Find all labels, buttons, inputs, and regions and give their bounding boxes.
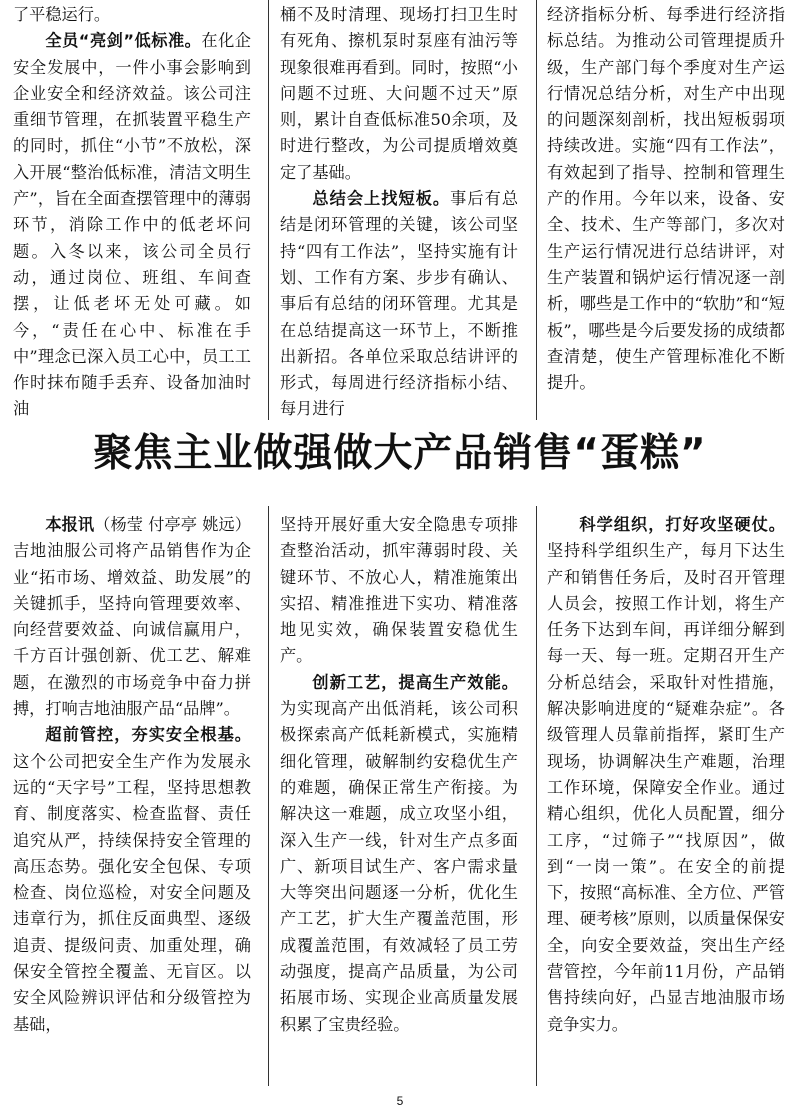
paragraph-text: 为实现高产出低消耗，该公司积极探索高产低耗新模式，实施精细化管理，破解制约安稳优生产的难题，确保正常生产衔接。为解决这一难题，成立攻坚小组，深入生产一线，针对生产点多面广、新项目试生产、客户需求量大等突出问题逐一分析，优化生产工艺，扩大生产覆盖范围，形成覆盖范围，有效减轻了员工劳动强度，提高产品质量，为公司拓展市场、实现企业高质量发展积累了宝贵经验。 xyxy=(280,699,518,1034)
paragraph-text: 事后有总结是闭环管理的关键，该公司坚持“四有工作法”，坚持实施有计划、工作有方案、步步有确认、事后有总结的闭环管理。尤其是在总结提高这一环节上，不断推出新招。各单位采取总结讲评的形式，每周进行经济指标小结、每月进行 xyxy=(280,189,519,419)
paragraph xyxy=(13,512,251,722)
top-column-2 xyxy=(280,2,518,420)
paragraph-text: 桶不及时清理、现场打扫卫生时有死角、擦机泵时泵座有油污等现象很难再看到。同时，按照“小问题不过班、大问题不过天”原则，累计自查低标准50余项，及时进行整改，为公司提质增效奠定了基础。 xyxy=(280,5,518,182)
paragraph-lead: 总结会上找短板。 xyxy=(312,189,451,209)
paragraph-text: 在化企安全发展中，一件小事会影响到企业安全和经济效益。该公司注重细节管理，在抓装置平稳生产的同时，抓住“小节”不放松，深入开展“整治低标准，清洁文明生产”，旨在全面查摆管理中的薄弱环节，消除工作中的低老坏问题。入冬以来，该公司全员行动，通过岗位、班组、车间查摆，让低老坏无处可藏。如今，“责任在心中、标准在手中”理念已深入员工心中，员工工作时抹布随手丢弃、设备加油时油 xyxy=(13,31,251,419)
column-divider xyxy=(536,0,537,420)
paragraph xyxy=(547,2,785,396)
article-column-1 xyxy=(13,512,251,1086)
paragraph xyxy=(280,186,518,423)
paragraph xyxy=(13,28,251,422)
paragraph-lead: 科学组织，打好攻坚硬仗。 xyxy=(579,515,785,534)
main-article xyxy=(0,506,800,1086)
paragraph-text: 坚持科学组织生产，每月下达生产和销售任务后，及时召开管理人员会，按照工作计划，将生产任务下达到车间，再详细分解到每一天、每一班。定期召开生产分析总结会，采取针对性措施，解决影响进度的“疑难杂症”。各级管理人员靠前指挥，紧盯生产现场，协调解决生产难题，治理工作环境，保障安全作业。通过精心组织，优化人员配置，细分工序，“过筛子”“找原因”，做到“一岗一策”。在安全的前提下，按照“高标准、全方位、严管理、硬考核”原则，以质量保保安全，向安全要效益，突出生产经营管控，今年前11月份，产品销售持续向好，凸显吉地油服市场竞争实力。 xyxy=(547,541,785,1034)
column-divider xyxy=(268,0,269,420)
top-column-1 xyxy=(13,2,251,420)
paragraph xyxy=(13,2,251,28)
article-column-2 xyxy=(280,512,518,1086)
paragraph xyxy=(280,512,518,670)
page-number: 5 xyxy=(396,1094,404,1108)
column-divider xyxy=(536,506,537,1086)
top-column-3 xyxy=(547,2,785,420)
paragraph-text: 经济指标分析、每季进行经济指标总结。为推动公司管理提质升级，生产部门每个季度对生产运行情况总结分析，对生产中出现的问题深刻剖析，找出短板弱项持续改进。实施“四有工作法”，有效起到了指导、控制和管理生产的作用。今年以来，设备、安全、技术、生产等部门，多次对生产运行情况进行总结讲评，对生产装置和锅炉运行情况逐一剖析，哪些是工作中的“软肋”和“短板”，哪些是今后要发扬的成绩都查清楚，使生产管理标准化不断提升。 xyxy=(547,5,785,393)
paragraph-text: 了平稳运行。 xyxy=(13,5,111,24)
paragraph-lead: 创新工艺，提高生产效能。 xyxy=(312,672,518,692)
top-article-continuation xyxy=(0,0,800,420)
paragraph-lead: 超前管控，夯实安全根基。 xyxy=(45,725,251,745)
article-headline: 聚焦主业做强做大产品销售“蛋糕” xyxy=(93,431,707,476)
paragraph xyxy=(280,2,518,186)
paragraph xyxy=(13,722,251,1038)
paragraph-text: （杨莹 付亭亭 姚远）吉地油服公司将产品销售作为企业“拓市场、增效益、助发展”的关键抓手，坚持向管理要效率、向经营要效益、向诚信赢用户，千方百计强创新、优工艺、解难题，在激烈的市场竞争中奋力拼搏，打响吉地油服产品“品牌”。 xyxy=(13,515,251,719)
paragraph xyxy=(547,512,785,1038)
paragraph xyxy=(280,670,518,1038)
column-divider xyxy=(268,506,269,1086)
paragraph-text: 这个公司把安全生产作为发展永远的“天字号”工程，坚持思想教育、制度落实、检查监督、责任追究从严，持续保持安全管理的高压态势。强化安全包保、专项检查、岗位巡检，对安全问题及违章行为，抓住反面典型、逐级追责、提级问责、加重处理，确保安全管控全覆盖、无盲区。以安全风险辨识评估和分级管控为基础， xyxy=(13,751,251,1034)
paragraph-text: 坚持开展好重大安全隐患专项排查整治活动，抓牢薄弱时段、关键环节、不放心人，精准施策出实招、精准推进下实功、精准落地见实效，确保装置安稳优生产。 xyxy=(280,515,518,666)
article-column-3 xyxy=(547,512,785,1086)
paragraph-lead: 本报讯 xyxy=(45,515,95,534)
paragraph-lead: 全员“亮剑”低标准。 xyxy=(45,31,202,51)
